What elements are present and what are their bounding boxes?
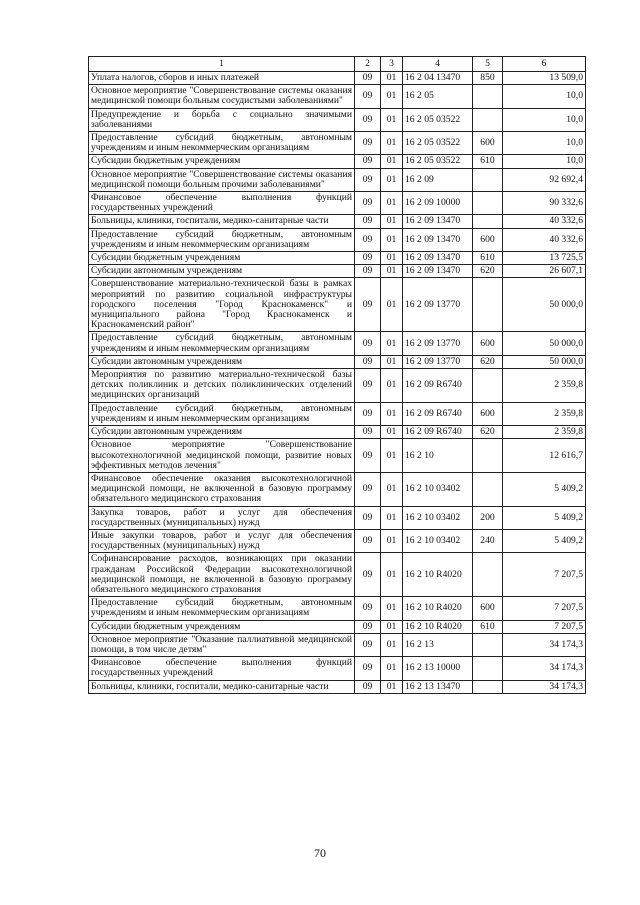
table-row: [89, 402, 586, 425]
expense-type-cell: 240: [473, 529, 503, 552]
table-row: [89, 529, 586, 552]
amount-cell: 5 409,2: [503, 472, 586, 506]
table-row: [89, 369, 586, 403]
amount-cell: 2 359,8: [503, 402, 586, 425]
item-name-cell: Предоставление субсидий бюджетным, автономным учреждениям и иным некоммерческим организациям: [89, 228, 355, 251]
amount-cell: 7 207,5: [503, 620, 586, 633]
section-code-cell: 09: [355, 215, 381, 228]
table-row: [89, 553, 586, 597]
expense-type-cell: [473, 657, 503, 680]
table-header: [89, 57, 586, 72]
item-name-cell: Предоставление субсидий бюджетным, автономным учреждениям и иным некоммерческим организациям: [89, 332, 355, 355]
amount-cell: 34 174,3: [503, 680, 586, 693]
table-row: [89, 332, 586, 355]
target-article-cell: 16 2 09 13470: [403, 228, 473, 251]
target-article-cell: 16 2 09 13770: [403, 355, 473, 368]
item-name-cell: Основное мероприятие "Оказание паллиативной медицинской помощи, в том числе детям": [89, 633, 355, 656]
amount-cell: 10,0: [503, 108, 586, 131]
table-row: [89, 72, 586, 85]
item-name-cell: Финансовое обеспечение оказания высокотехнологичной медицинской помощи, не включенной в базовую программу обязательного медицинского страхования: [89, 472, 355, 506]
section-code-cell: 09: [355, 168, 381, 191]
expense-type-cell: 610: [473, 155, 503, 168]
target-article-cell: 16 2 13: [403, 633, 473, 656]
expense-type-cell: 620: [473, 355, 503, 368]
amount-cell: 50 000,0: [503, 355, 586, 368]
subsection-code-cell: 01: [381, 355, 403, 368]
section-code-cell: 09: [355, 192, 381, 215]
expense-type-cell: 600: [473, 332, 503, 355]
subsection-code-cell: 01: [381, 369, 403, 403]
subsection-code-cell: 01: [381, 108, 403, 131]
target-article-cell: 16 2 13 13470: [403, 680, 473, 693]
column-header-4: 4: [403, 57, 473, 72]
target-article-cell: 16 2 10: [403, 439, 473, 473]
subsection-code-cell: 01: [381, 85, 403, 108]
amount-cell: 12 616,7: [503, 439, 586, 473]
expense-type-cell: [473, 278, 503, 332]
table-row: [89, 633, 586, 656]
section-code-cell: 09: [355, 472, 381, 506]
table-row: [89, 85, 586, 108]
target-article-cell: 16 2 10 R4020: [403, 597, 473, 620]
subsection-code-cell: 01: [381, 228, 403, 251]
section-code-cell: 09: [355, 72, 381, 85]
amount-cell: 2 359,8: [503, 426, 586, 439]
section-code-cell: 09: [355, 506, 381, 529]
expense-type-cell: [473, 215, 503, 228]
section-code-cell: 09: [355, 85, 381, 108]
expense-type-cell: 610: [473, 252, 503, 265]
subsection-code-cell: 01: [381, 597, 403, 620]
section-code-cell: 09: [355, 553, 381, 597]
target-article-cell: 16 2 09 R6740: [403, 402, 473, 425]
section-code-cell: 09: [355, 597, 381, 620]
subsection-code-cell: 01: [381, 529, 403, 552]
section-code-cell: 09: [355, 402, 381, 425]
expense-type-cell: [473, 168, 503, 191]
table-row: [89, 265, 586, 278]
section-code-cell: 09: [355, 355, 381, 368]
section-code-cell: 09: [355, 657, 381, 680]
expense-type-cell: 610: [473, 620, 503, 633]
item-name-cell: Субсидии автономным учреждениям: [89, 265, 355, 278]
target-article-cell: 16 2 09 R6740: [403, 369, 473, 403]
table-body: [89, 72, 586, 694]
target-article-cell: 16 2 10 R4020: [403, 553, 473, 597]
item-name-cell: Финансовое обеспечение выполнения функций государственных учреждений: [89, 192, 355, 215]
section-code-cell: 09: [355, 132, 381, 155]
target-article-cell: 16 2 09: [403, 168, 473, 191]
item-name-cell: Больницы, клиники, госпитали, медико-санитарные части: [89, 215, 355, 228]
section-code-cell: 09: [355, 369, 381, 403]
amount-cell: 5 409,2: [503, 529, 586, 552]
section-code-cell: 09: [355, 426, 381, 439]
column-header-5: 5: [473, 57, 503, 72]
expense-type-cell: 200: [473, 506, 503, 529]
table-row: [89, 192, 586, 215]
target-article-cell: 16 2 10 03402: [403, 472, 473, 506]
item-name-cell: Мероприятия по развитию материально-технической базы детских поликлиник и детских поликлинических отделений медицинских организаций: [89, 369, 355, 403]
subsection-code-cell: 01: [381, 439, 403, 473]
amount-cell: 2 359,8: [503, 369, 586, 403]
section-code-cell: 09: [355, 252, 381, 265]
table-row: [89, 168, 586, 191]
expense-type-cell: 600: [473, 132, 503, 155]
target-article-cell: 16 2 10 03402: [403, 529, 473, 552]
subsection-code-cell: 01: [381, 168, 403, 191]
table-row: [89, 620, 586, 633]
table-row: [89, 472, 586, 506]
subsection-code-cell: 01: [381, 402, 403, 425]
item-name-cell: Закупка товаров, работ и услуг для обеспечения государственных (муниципальных) нужд: [89, 506, 355, 529]
amount-cell: 7 207,5: [503, 597, 586, 620]
table-row: [89, 657, 586, 680]
target-article-cell: 16 2 09 13470: [403, 215, 473, 228]
item-name-cell: Совершенствование материально-технической базы в рамках мероприятий по развитию социальной инфраструктуры городского поселения "Город Краснокаменск" и муниципального района "Город Краснокаменск и Краснокаменский район": [89, 278, 355, 332]
section-code-cell: 09: [355, 228, 381, 251]
subsection-code-cell: 01: [381, 265, 403, 278]
item-name-cell: Субсидии автономным учреждениям: [89, 355, 355, 368]
target-article-cell: 16 2 10 R4020: [403, 620, 473, 633]
subsection-code-cell: 01: [381, 506, 403, 529]
subsection-code-cell: 01: [381, 657, 403, 680]
section-code-cell: 09: [355, 278, 381, 332]
table-row: [89, 155, 586, 168]
target-article-cell: 16 2 05 03522: [403, 132, 473, 155]
expense-type-cell: [473, 439, 503, 473]
subsection-code-cell: 01: [381, 252, 403, 265]
table-row: [89, 108, 586, 131]
target-article-cell: 16 2 10 03402: [403, 506, 473, 529]
expense-type-cell: [473, 85, 503, 108]
subsection-code-cell: 01: [381, 278, 403, 332]
item-name-cell: Предупреждение и борьба с социально значимыми заболеваниями: [89, 108, 355, 131]
section-code-cell: 09: [355, 680, 381, 693]
expense-type-cell: [473, 553, 503, 597]
target-article-cell: 16 2 09 13770: [403, 332, 473, 355]
column-header-6: 6: [503, 57, 586, 72]
target-article-cell: 16 2 04 13470: [403, 72, 473, 85]
expense-type-cell: 600: [473, 228, 503, 251]
amount-cell: 50 000,0: [503, 278, 586, 332]
header-row: [89, 57, 586, 72]
section-code-cell: 09: [355, 332, 381, 355]
target-article-cell: 16 2 05 03522: [403, 108, 473, 131]
subsection-code-cell: 01: [381, 332, 403, 355]
expense-type-cell: [473, 633, 503, 656]
amount-cell: 40 332,6: [503, 228, 586, 251]
subsection-code-cell: 01: [381, 155, 403, 168]
subsection-code-cell: 01: [381, 215, 403, 228]
expense-type-cell: 620: [473, 265, 503, 278]
section-code-cell: 09: [355, 620, 381, 633]
subsection-code-cell: 01: [381, 192, 403, 215]
item-name-cell: Основное мероприятие "Совершенствование высокотехнологичной медицинской помощи, развитие новых эффективных методов лечения": [89, 439, 355, 473]
item-name-cell: Финансовое обеспечение выполнения функций государственных учреждений: [89, 657, 355, 680]
item-name-cell: Софинансирование расходов, возникающих при оказании гражданам Российской Федерации высокотехнологичной медицинской помощи, не включенной в базовую программу обязательного медицинского страхования: [89, 553, 355, 597]
expense-type-cell: [473, 680, 503, 693]
item-name-cell: Субсидии бюджетным учреждениям: [89, 252, 355, 265]
amount-cell: 34 174,3: [503, 633, 586, 656]
amount-cell: 10,0: [503, 132, 586, 155]
target-article-cell: 16 2 05 03522: [403, 155, 473, 168]
amount-cell: 13 725,5: [503, 252, 586, 265]
item-name-cell: Предоставление субсидий бюджетным, автономным учреждениям и иным некоммерческим организациям: [89, 402, 355, 425]
item-name-cell: Иные закупки товаров, работ и услуг для обеспечения государственных (муниципальных) нужд: [89, 529, 355, 552]
item-name-cell: Субсидии бюджетным учреждениям: [89, 620, 355, 633]
table-row: [89, 355, 586, 368]
item-name-cell: Основное мероприятие "Совершенствование системы оказания медицинской помощи больным сосудистыми заболеваниями": [89, 85, 355, 108]
amount-cell: 5 409,2: [503, 506, 586, 529]
table-row: [89, 597, 586, 620]
table-row: [89, 278, 586, 332]
column-header-3: 3: [381, 57, 403, 72]
amount-cell: 7 207,5: [503, 553, 586, 597]
expense-type-cell: 620: [473, 426, 503, 439]
table-row: [89, 132, 586, 155]
expense-type-cell: [473, 369, 503, 403]
target-article-cell: 16 2 09 13770: [403, 278, 473, 332]
budget-table: [88, 56, 586, 694]
section-code-cell: 09: [355, 265, 381, 278]
subsection-code-cell: 01: [381, 72, 403, 85]
section-code-cell: 09: [355, 439, 381, 473]
subsection-code-cell: 01: [381, 620, 403, 633]
expense-type-cell: 850: [473, 72, 503, 85]
item-name-cell: Субсидии бюджетным учреждениям: [89, 155, 355, 168]
amount-cell: 90 332,6: [503, 192, 586, 215]
table-row: [89, 228, 586, 251]
item-name-cell: Предоставление субсидий бюджетным, автономным учреждениям и иным некоммерческим организациям: [89, 132, 355, 155]
expense-type-cell: [473, 108, 503, 131]
page-number: 70: [314, 846, 326, 860]
table-row: [89, 252, 586, 265]
subsection-code-cell: 01: [381, 633, 403, 656]
target-article-cell: 16 2 09 R6740: [403, 426, 473, 439]
table-row: [89, 680, 586, 693]
amount-cell: 13 509,0: [503, 72, 586, 85]
subsection-code-cell: 01: [381, 472, 403, 506]
target-article-cell: 16 2 05: [403, 85, 473, 108]
amount-cell: 50 000,0: [503, 332, 586, 355]
expense-type-cell: 600: [473, 597, 503, 620]
subsection-code-cell: 01: [381, 132, 403, 155]
item-name-cell: Основное мероприятие "Совершенствование системы оказания медицинской помощи больным прочими заболеваниями": [89, 168, 355, 191]
target-article-cell: 16 2 09 13470: [403, 265, 473, 278]
table-row: [89, 506, 586, 529]
item-name-cell: Предоставление субсидий бюджетным, автономным учреждениям и иным некоммерческим организациям: [89, 597, 355, 620]
expense-type-cell: 600: [473, 402, 503, 425]
section-code-cell: 09: [355, 155, 381, 168]
table-row: [89, 215, 586, 228]
column-header-2: 2: [355, 57, 381, 72]
item-name-cell: Больницы, клиники, госпитали, медико-санитарные части: [89, 680, 355, 693]
section-code-cell: 09: [355, 108, 381, 131]
amount-cell: 40 332,6: [503, 215, 586, 228]
subsection-code-cell: 01: [381, 553, 403, 597]
target-article-cell: 16 2 09 10000: [403, 192, 473, 215]
target-article-cell: 16 2 13 10000: [403, 657, 473, 680]
expense-type-cell: [473, 472, 503, 506]
section-code-cell: 09: [355, 633, 381, 656]
subsection-code-cell: 01: [381, 426, 403, 439]
expense-type-cell: [473, 192, 503, 215]
item-name-cell: Субсидии автономным учреждениям: [89, 426, 355, 439]
amount-cell: 26 607,1: [503, 265, 586, 278]
amount-cell: 34 174,3: [503, 657, 586, 680]
item-name-cell: Уплата налогов, сборов и иных платежей: [89, 72, 355, 85]
table-row: [89, 426, 586, 439]
table-row: [89, 439, 586, 473]
amount-cell: 92 692,4: [503, 168, 586, 191]
target-article-cell: 16 2 09 13470: [403, 252, 473, 265]
column-header-1: 1: [89, 57, 355, 72]
amount-cell: 10,0: [503, 155, 586, 168]
subsection-code-cell: 01: [381, 680, 403, 693]
section-code-cell: 09: [355, 529, 381, 552]
amount-cell: 10,0: [503, 85, 586, 108]
